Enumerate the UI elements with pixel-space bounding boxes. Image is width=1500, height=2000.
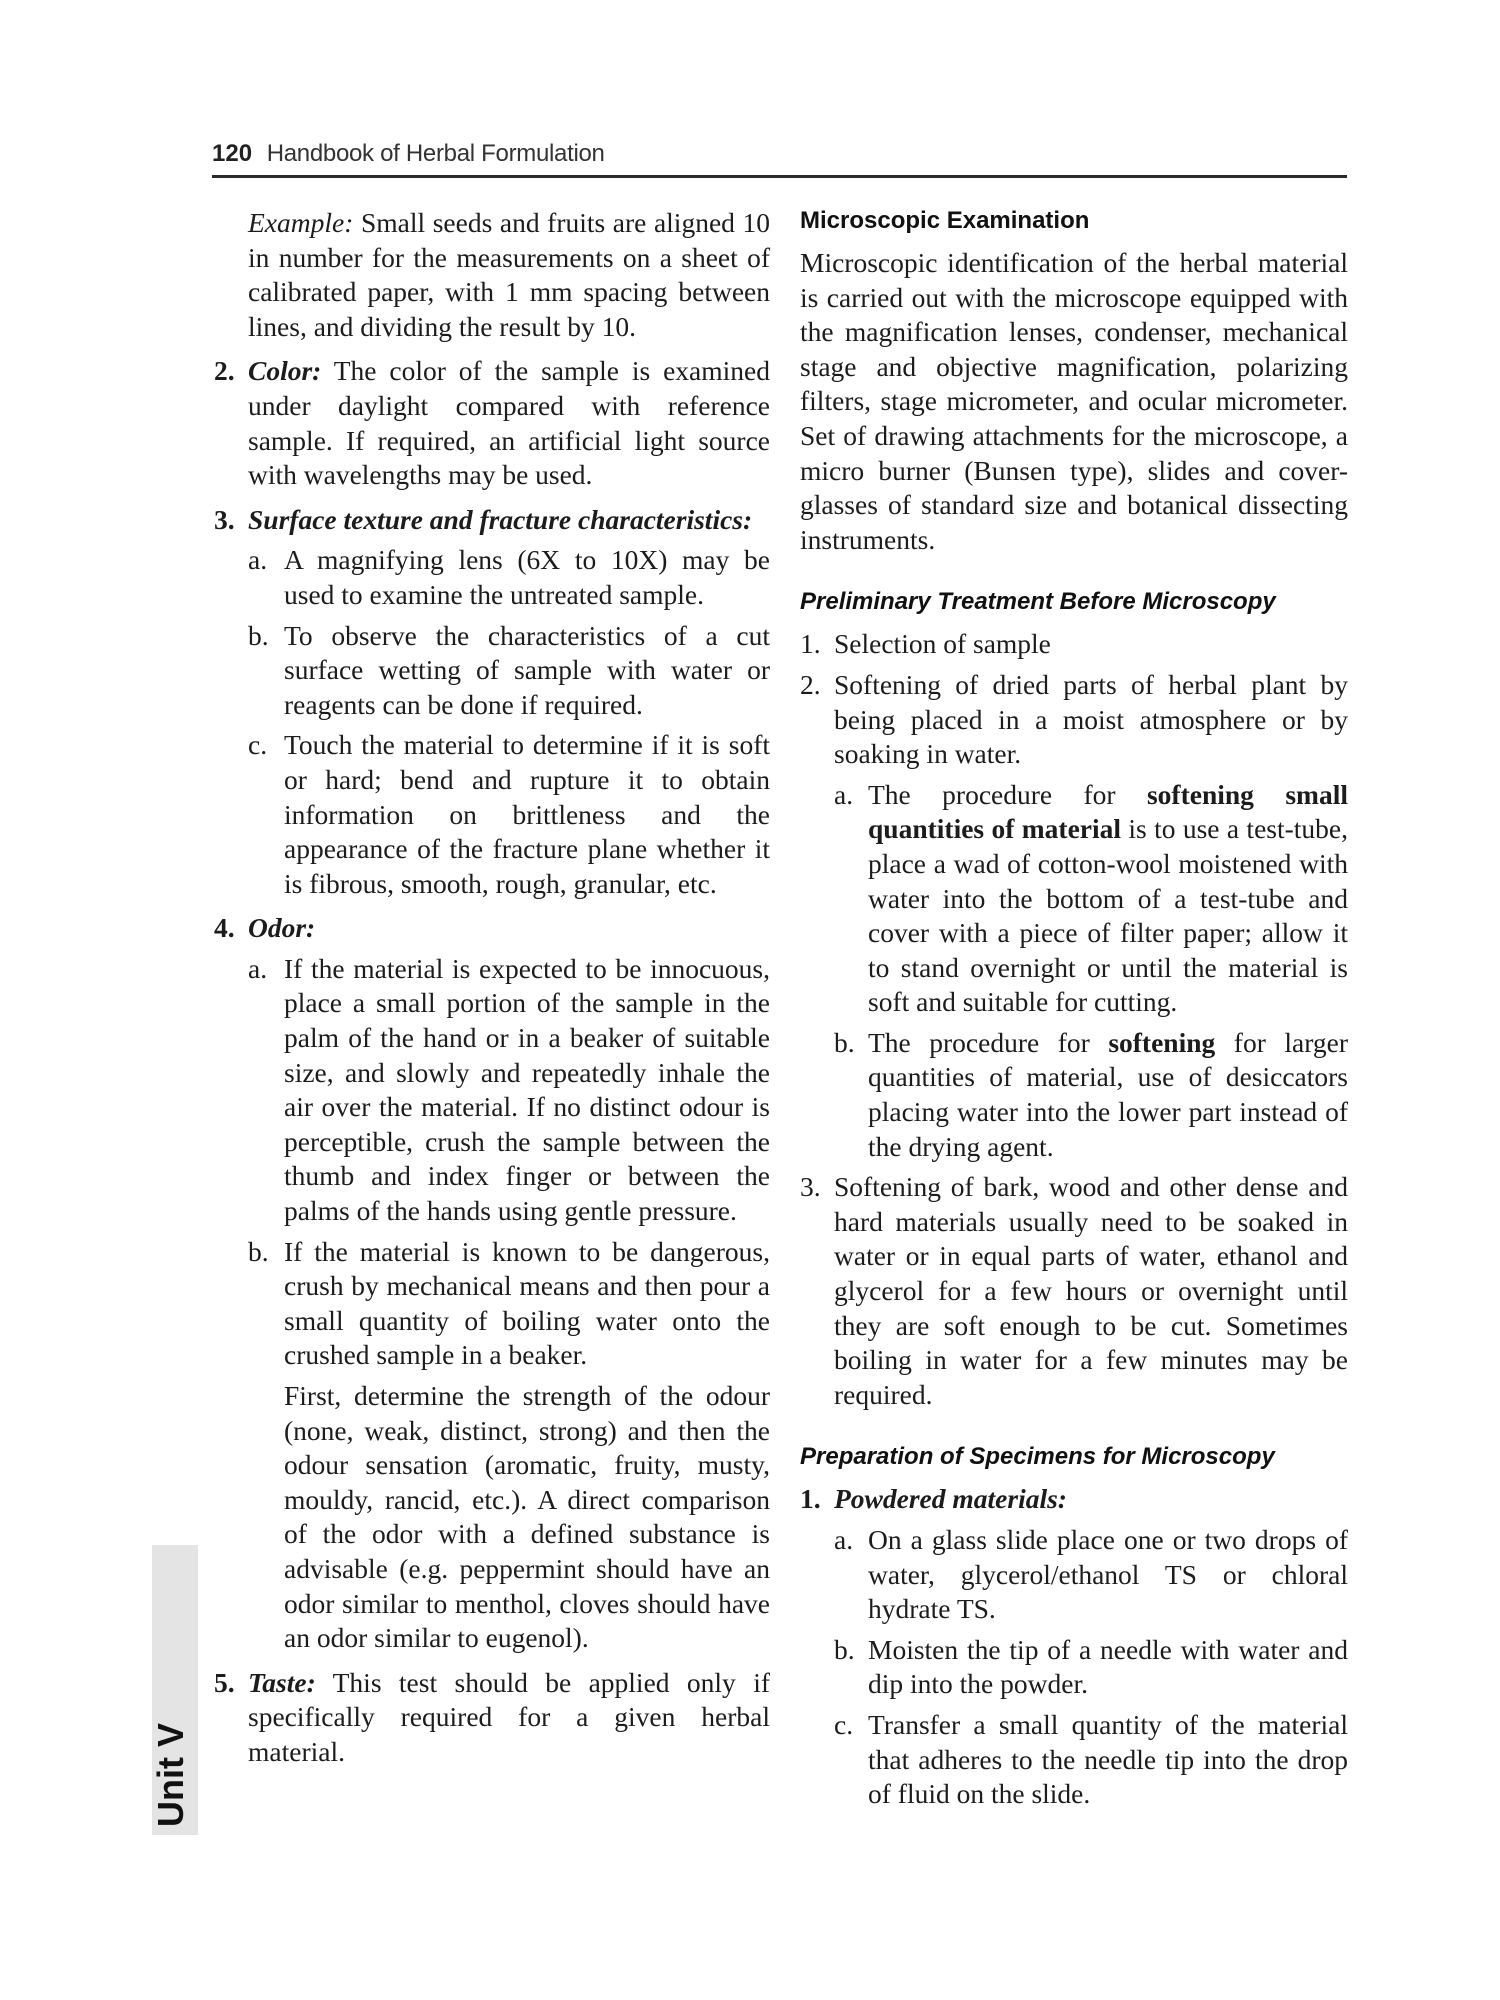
sub-item [214, 543, 770, 612]
sub-item-letter: a. [834, 778, 854, 810]
item-title: Taste: [248, 1666, 316, 1698]
list-item [800, 668, 1348, 772]
sub-item-text-post: for larger quantities of material, use of desiccators placing water into the lower part instead of the drying agent. [868, 1026, 1348, 1162]
sub-item [800, 1633, 1348, 1702]
item-number: 2. [214, 355, 235, 387]
sub-item-bold: softening [1108, 1026, 1216, 1058]
item-title: Color: [248, 355, 322, 387]
example-text: Small seeds and fruits are aligned 10 in number for the measurements on a sheet of calibrated paper, with 1 mm spacing between lines, and dividing the result by 10. [248, 207, 770, 342]
list-item [800, 627, 1348, 662]
list-item-color [214, 354, 770, 492]
item-text: Softening of bark, wood and other dense and hard materials usually need to be soaked in water or in equal parts of water, ethanol and glycerol for a few hours or overnight until they are soft enough to be cut. Sometimes boiling in water for a few minutes may be required. [834, 1171, 1348, 1410]
item-number: 2. [800, 668, 821, 700]
sub-item-bold: softening small quantities of material [868, 778, 1348, 845]
sub-item-letter: a. [248, 544, 268, 576]
list-item-surface-texture [214, 503, 770, 538]
sub-item-letter: a. [834, 1524, 854, 1555]
item-number: 5. [214, 1666, 235, 1698]
item-text: This test should be applied only if specifically required for a given herbal material. [248, 1666, 770, 1767]
sub-item [214, 1235, 770, 1373]
section-heading-preliminary-treatment: Preliminary Treatment Before Microscopy [800, 588, 1276, 616]
sub-item [800, 1026, 1348, 1164]
item-number: 3. [800, 1171, 821, 1203]
sub-item-letter: c. [248, 729, 268, 761]
sub-item-letter: b. [248, 619, 269, 651]
item-text: The color of the sample is examined under daylight compared with reference sample. If required, an artificial light source with wavelengths may be used. [248, 355, 770, 491]
item-title: Powdered materials: [834, 1483, 1067, 1515]
list-item-powdered-materials [800, 1482, 1348, 1517]
item-text: Softening of dried parts of herbal plant by being placed in a moist atmosphere or by soaking in water. [834, 668, 1348, 770]
sub-item-letter: b. [248, 1235, 269, 1267]
sub-item-text-post: is to use a test-tube, place a wad of cotton-wool moistened with water into the bottom of a test-tube and cover with a piece of filter paper; allow it to stand overnight or until the material is soft and suitable for cutting. [868, 813, 1348, 1018]
sub-item [214, 619, 770, 723]
microscopic-paragraph: Microscopic identification of the herbal material is carried out with the microscope equipped with the magnification lenses, condenser, mechanical stage and objective magnification, polarizing filters, stage micrometer, and ocular micrometer. Set of drawing attachments for the microscope, a micro burner (Bunsen type), slides and cover-glasses of standard size and botanical dissecting instruments. [800, 247, 1348, 555]
sub-item-letter: b. [834, 1633, 855, 1665]
sub-item [800, 1523, 1348, 1627]
list-item [800, 1170, 1348, 1412]
item-number: 3. [214, 503, 235, 535]
item-text: Selection of sample [834, 628, 1051, 660]
list-item-odor [214, 911, 770, 946]
example-label: Example: [248, 207, 354, 238]
odor-continuation: First, determine the strength of the odour (none, weak, distinct, strong) and then the odour sensation (aromatic, fruity, musty, mouldy, rancid, etc.). A direct comparison of the odor with a defined substance is advisable (e.g. peppermint should have an odor similar to menthol, cloves should have an odor similar to eugenol). [284, 1380, 770, 1654]
item-number: 1. [800, 1483, 821, 1515]
page-number: 120 [212, 140, 253, 167]
book-title: Handbook of Herbal Formulation [266, 140, 605, 167]
item-number: 4. [214, 912, 235, 944]
sub-item-text: Transfer a small quantity of the material that adheres to the needle tip into the drop of fluid on the slide. [868, 1708, 1348, 1810]
section-heading-preparation-of-specimens: Preparation of Specimens for Microscopy [800, 1443, 1275, 1471]
sub-item [214, 952, 770, 1229]
list-item-taste [214, 1666, 770, 1770]
item-number: 1. [800, 628, 821, 660]
sub-item-text: On a glass slide place one or two drops of water, glycerol/ethanol TS or chloral hydrate TS. [868, 1524, 1348, 1625]
section-heading-microscopic-examination: Microscopic Examination [800, 207, 1090, 234]
unit-side-tab [152, 1545, 198, 1835]
sub-item-text: If the material is expected to be innocuous, place a small portion of the sample in the palm of the hand or in a beaker of suitable size, and slowly and repeatedly inhale the air over the material. If no distinct odour is perceptible, crush the sample between the thumb and index finger or between the palms of the hands using gentle pressure. [284, 952, 770, 1227]
sub-item-text: If the material is known to be dangerous, crush by mechanical means and then pour a small quantity of boiling water onto the crushed sample in a beaker. [284, 1235, 770, 1371]
sub-item [800, 778, 1348, 1020]
sub-item-text: To observe the characteristics of a cut surface wetting of sample with water or reagents can be done if required. [284, 619, 770, 720]
sub-item-letter: b. [834, 1026, 855, 1058]
sub-item-letter: a. [248, 952, 268, 984]
sub-item-text: Moisten the tip of a needle with water and dip into the powder. [868, 1633, 1348, 1700]
item-title: Surface texture and fracture characteristics: [248, 503, 753, 535]
sub-item-text-pre: The procedure for [868, 778, 1147, 810]
sub-item [214, 728, 770, 901]
sub-item-text: Touch the material to determine if it is soft or hard; bend and rupture it to obtain information on brittleness and the appearance of the fracture plane whether it is fibrous, smooth, rough, granular, etc. [284, 729, 770, 899]
sub-item-letter: c. [834, 1708, 854, 1740]
item-title: Odor: [248, 912, 316, 944]
example-paragraph [214, 206, 770, 344]
right-column [800, 206, 1348, 1812]
running-head [212, 140, 1347, 168]
unit-tab-label: Unit V [150, 1723, 191, 1827]
left-column [214, 206, 770, 1770]
sub-item-text-pre: The procedure for [868, 1026, 1109, 1058]
sub-item [800, 1708, 1348, 1812]
sub-item-text: A magnifying lens (6X to 10X) may be used to examine the untreated sample. [284, 544, 770, 610]
header-rule [212, 175, 1347, 178]
